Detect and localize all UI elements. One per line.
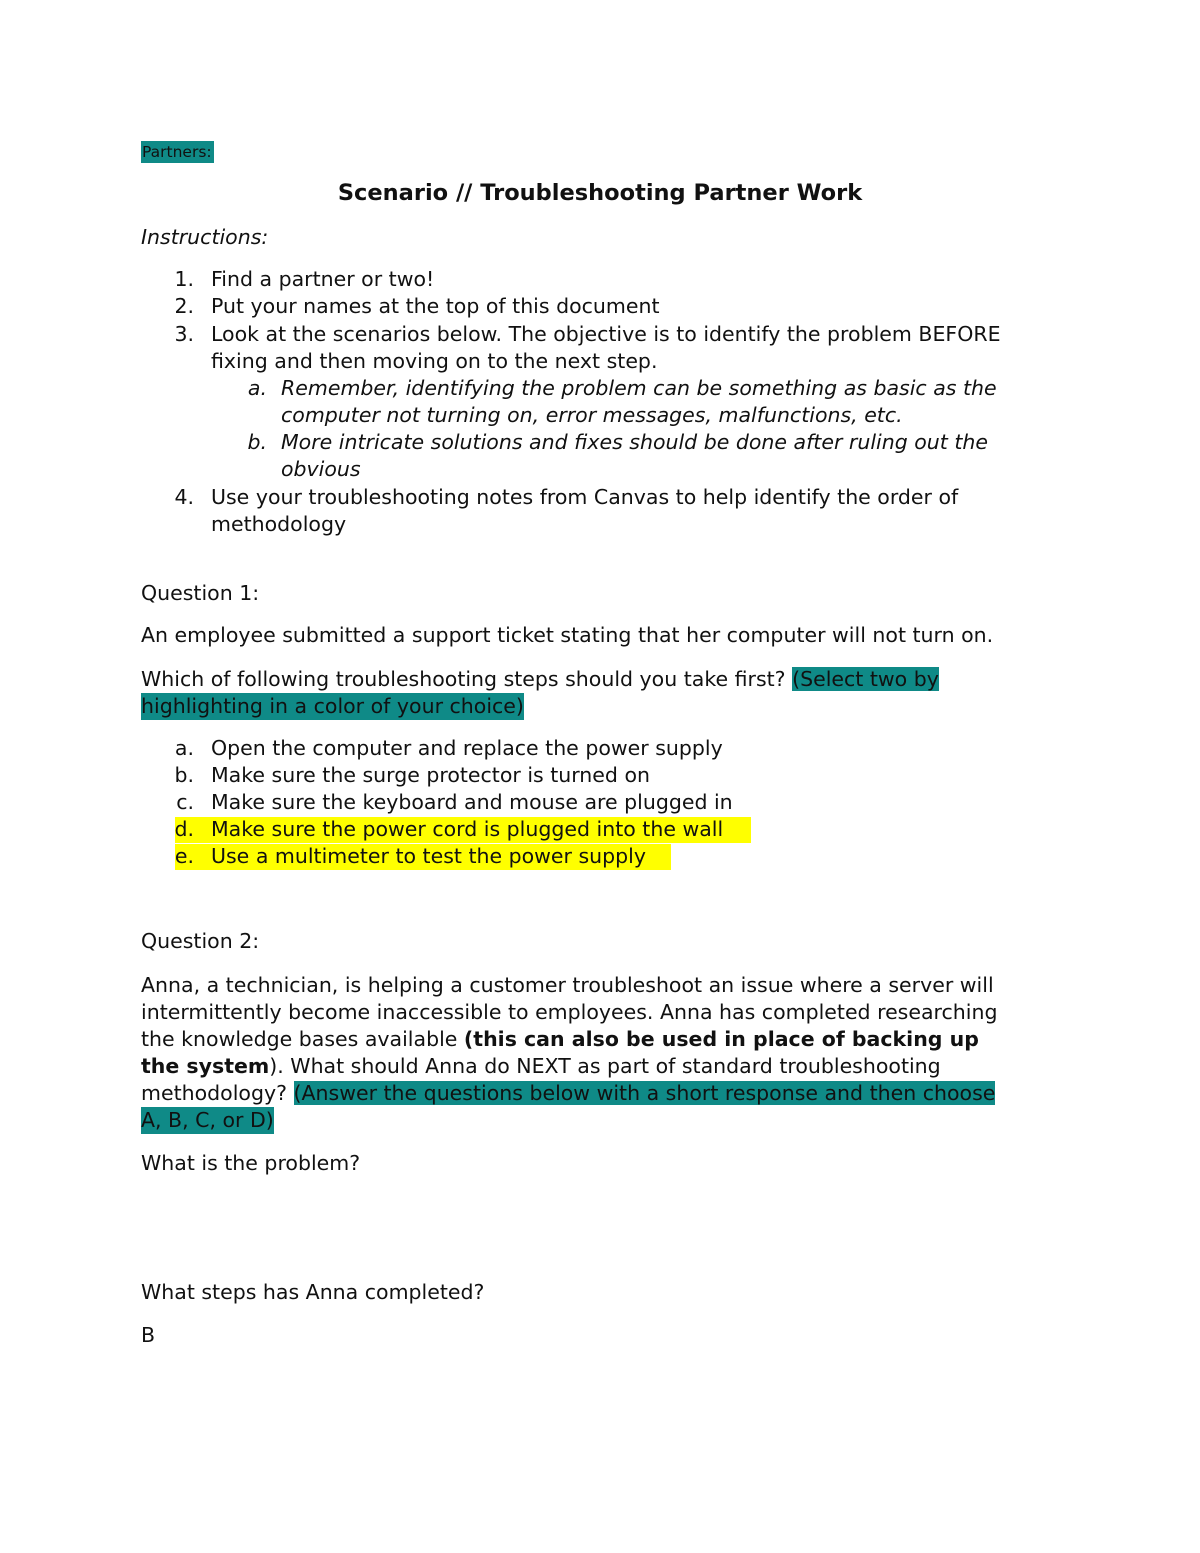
instruction-item: Look at the scenarios below. The objective is to identify the problem BEFORE	[211, 322, 1001, 346]
question-1-prompt	[141, 666, 939, 693]
list-number: 3.	[174, 322, 194, 346]
question-1-heading: Question 1:	[141, 581, 260, 605]
instruction-item: Put your names at the top of this document	[211, 294, 660, 318]
option-letter: c.	[176, 790, 194, 814]
question-2-text-plain: the knowledge bases available	[141, 1027, 464, 1051]
sublist-letter: a.	[247, 376, 267, 400]
option-letter: a.	[174, 736, 194, 760]
question-2-text-plain: methodology?	[141, 1081, 294, 1105]
option-letter: d.	[174, 817, 194, 841]
option-letter: b.	[174, 763, 194, 787]
question-1-scenario: An employee submitted a support ticket stating that her computer will not turn on.	[141, 623, 994, 647]
instruction-item: Use your troubleshooting notes from Canvas to help identify the order of	[211, 485, 959, 509]
question-1-prompt-note: (Select two by	[792, 667, 939, 691]
instruction-subitem: More intricate solutions and fixes should be done after ruling out the	[281, 430, 988, 454]
instruction-subitem-continued: computer not turning on, error messages, malfunctions, etc.	[281, 403, 903, 427]
question-2-note: (Answer the questions below with a short response and then choose	[293, 1081, 996, 1105]
list-number: 4.	[174, 485, 194, 509]
question-1-prompt-text: Which of following troubleshooting steps should you take first?	[141, 667, 786, 691]
answer-option-highlighted: Make sure the power cord is plugged into the wall	[211, 817, 724, 841]
question-1-prompt-note-continued: highlighting in a color of your choice)	[141, 694, 524, 718]
answer-option-highlighted: Use a multimeter to test the power supply	[211, 844, 647, 868]
question-2-note-continued: A, B, C, or D)	[141, 1108, 274, 1132]
question-2-text	[141, 1026, 979, 1053]
question-2-text	[141, 1053, 941, 1080]
question-2-text	[141, 1080, 995, 1107]
answer-text: B	[141, 1323, 156, 1347]
question-2-text-plain: ). What should Anna do NEXT as part of standard troubleshooting	[269, 1054, 941, 1078]
question-2-text: Anna, a technician, is helping a customer troubleshoot an issue where a server will	[141, 973, 994, 997]
instruction-subitem-continued: obvious	[281, 457, 361, 481]
list-number: 1.	[174, 267, 194, 291]
steps-question: What steps has Anna completed?	[141, 1280, 485, 1304]
question-2-text: intermittently become inaccessible to employees. Anna has completed researching	[141, 1000, 998, 1024]
document-title: Scenario // Troubleshooting Partner Work	[337, 180, 863, 206]
instruction-item-continued: fixing and then moving on to the next step.	[211, 349, 658, 373]
instruction-subitem: Remember, identifying the problem can be something as basic as the	[281, 376, 997, 400]
sublist-letter: b.	[247, 430, 267, 454]
option-letter: e.	[174, 844, 194, 868]
problem-question: What is the problem?	[141, 1151, 361, 1175]
answer-option: Open the computer and replace the power supply	[211, 736, 723, 760]
answer-option: Make sure the keyboard and mouse are plugged in	[211, 790, 733, 814]
instructions-label: Instructions:	[141, 225, 269, 249]
partners-label: Partners:	[142, 143, 212, 161]
list-number: 2.	[174, 294, 194, 318]
question-2-text-bold: the system	[141, 1054, 270, 1078]
instruction-item: Find a partner or two!	[211, 267, 435, 291]
question-2-heading: Question 2:	[141, 929, 260, 953]
answer-option: Make sure the surge protector is turned on	[211, 763, 650, 787]
instruction-item-continued: methodology	[211, 512, 347, 536]
question-2-text-bold: (this can also be used in place of backing up	[463, 1027, 979, 1051]
